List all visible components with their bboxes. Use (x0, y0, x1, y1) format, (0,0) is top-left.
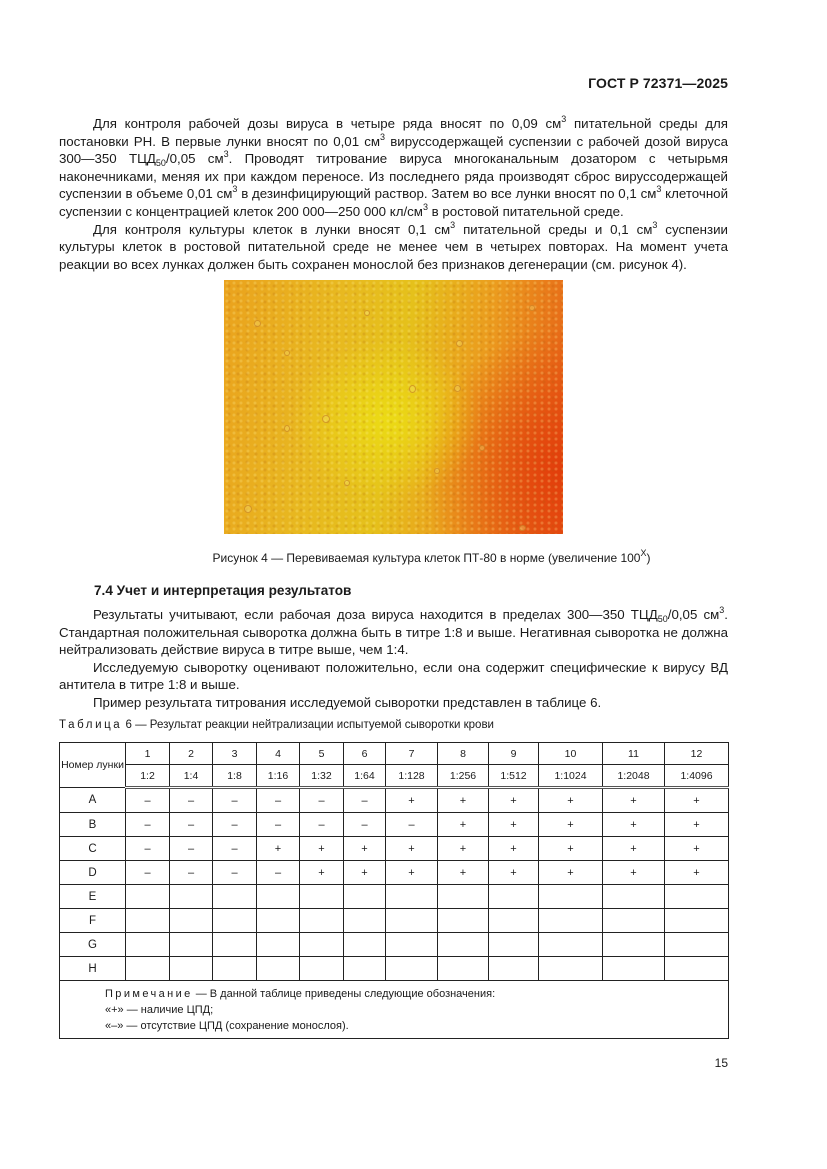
result-cell: + (539, 813, 603, 837)
result-cell: + (489, 861, 539, 885)
dilution-header: 1:1024 (539, 765, 603, 788)
dilution-header: 1:256 (438, 765, 489, 788)
result-cell: – (170, 788, 213, 813)
result-cell: + (489, 788, 539, 813)
column-header: 11 (603, 743, 665, 765)
result-cell: + (665, 861, 729, 885)
paragraph-table-reference: Пример результата титрования исследуемой сыворотки представлен в таблице 6. (93, 694, 602, 710)
result-cell (665, 933, 729, 957)
dilution-header: 1:16 (257, 765, 300, 788)
result-cell (126, 957, 170, 981)
result-cell: + (665, 813, 729, 837)
result-cell: – (170, 837, 213, 861)
result-cell (438, 957, 489, 981)
column-header: 12 (665, 743, 729, 765)
result-cell (213, 957, 257, 981)
result-cell (170, 933, 213, 957)
result-cell (603, 909, 665, 933)
note-line-2: «+» — наличие ЦПД; (105, 1004, 214, 1016)
result-cell (539, 909, 603, 933)
page-number: 15 (714, 1056, 728, 1070)
result-cell: – (257, 788, 300, 813)
result-cell (386, 909, 438, 933)
result-cell: + (344, 837, 386, 861)
result-cell (386, 957, 438, 981)
result-cell: + (438, 861, 489, 885)
column-header: 9 (489, 743, 539, 765)
result-cell: – (126, 813, 170, 837)
result-cell (344, 885, 386, 909)
result-cell (539, 957, 603, 981)
result-cell (170, 885, 213, 909)
row-label: G (60, 933, 126, 957)
cell-speck (456, 340, 463, 347)
intro-text (59, 115, 728, 273)
cell-speck (434, 468, 440, 474)
table-note-row (60, 981, 729, 1039)
result-cell: + (438, 837, 489, 861)
cell-speck (454, 385, 461, 392)
result-cell (213, 933, 257, 957)
result-cell (539, 885, 603, 909)
result-cell (438, 885, 489, 909)
paragraph-positive-evaluation: Исследуемую сыворотку оценивают положительно, если она содержит специфические к вирусу ВД антитела в титре 1:8 и выше. (59, 659, 728, 693)
cell-speck (479, 445, 485, 451)
result-cell (126, 885, 170, 909)
result-cell (603, 933, 665, 957)
result-cell: + (489, 813, 539, 837)
column-header: 5 (300, 743, 344, 765)
column-header: 4 (257, 743, 300, 765)
paragraph-cell-control: Для контроля культуры клеток в лунки вносят 0,1 $см^3$ питательной среды и 0,1 $см^3$ суспензии культуры клеток в ростовой питательной среде не менее чем в четырех повторах. На момент учета реакции во всех лунках должен быть сохранен монослой без признаков дегенерации (см. рисунок 4). (59, 219, 728, 272)
result-cell (489, 909, 539, 933)
result-cell: + (386, 837, 438, 861)
header-row-columns (60, 743, 729, 765)
table-note (60, 981, 729, 1039)
dilution-header: 1:32 (300, 765, 344, 788)
result-cell (170, 957, 213, 981)
result-cell: + (489, 837, 539, 861)
result-cell (489, 885, 539, 909)
result-cell: – (386, 813, 438, 837)
result-cell (257, 885, 300, 909)
row-label: D (60, 861, 126, 885)
dilution-header: 1:512 (489, 765, 539, 788)
result-cell (213, 885, 257, 909)
row-label: H (60, 957, 126, 981)
row-label: B (60, 813, 126, 837)
paragraph-virus-dose-control: Для контроля рабочей дозы вируса в четыре ряда вносят по 0,09 $см^3$ питательной среды для постановки РН. В первые лунки вносят по 0,01 $см^3$ вируссодержащей суспензии с рабочей дозой вируса 300—350 $ТЦД_{50}/0,05$ $см^3$. Проводят титрование вируса многоканальным дозатором с четырьмя наконечниками, меняя их при каждом переносе. Из последнего ряда производят сброс вируссодержащей суспензии в объеме 0,01 $см^3$ в дезинфицирующий раствор. Затем во все лунки вносят по 0,1 $см^3$ клеточной суспензии с концентрацией клеток 200 000—250 000 $кл/см^3$ в ростовой питательной среде. (59, 114, 728, 219)
result-cell: + (665, 788, 729, 813)
result-cell (539, 933, 603, 957)
table-row (60, 861, 729, 885)
result-cell: + (603, 788, 665, 813)
result-cell: + (539, 788, 603, 813)
result-cell (300, 933, 344, 957)
table-row (60, 885, 729, 909)
result-cell: – (213, 837, 257, 861)
section-heading: 7.4 Учет и интерпретация результатов (94, 583, 352, 598)
dilution-header: 1:2048 (603, 765, 665, 788)
result-cell (257, 957, 300, 981)
result-cell: + (300, 837, 344, 861)
cell-speck (322, 415, 330, 423)
cell-culture-micrograph (224, 280, 563, 534)
result-cell (344, 957, 386, 981)
result-cell: + (344, 861, 386, 885)
dilution-header: 1:4 (170, 765, 213, 788)
result-cell: + (300, 861, 344, 885)
result-cell (170, 909, 213, 933)
result-cell: – (257, 861, 300, 885)
note-line-1: Примечание — В данной таблице приведены следующие обозначения: (105, 988, 496, 1000)
result-cell: – (344, 788, 386, 813)
result-cell (300, 957, 344, 981)
cell-speck (244, 505, 252, 513)
table-row (60, 813, 729, 837)
result-cell (386, 933, 438, 957)
result-cell: + (603, 837, 665, 861)
dilution-header: 1:2 (126, 765, 170, 788)
result-cell (603, 957, 665, 981)
result-cell (257, 933, 300, 957)
result-cell (126, 909, 170, 933)
column-header: 3 (213, 743, 257, 765)
result-cell: + (603, 861, 665, 885)
result-cell: – (300, 813, 344, 837)
row-label: A (60, 788, 126, 813)
cell-speck (529, 305, 535, 311)
result-cell: + (539, 861, 603, 885)
dilution-header: 1:128 (386, 765, 438, 788)
table-row (60, 933, 729, 957)
result-cell: – (126, 861, 170, 885)
note-line-3: «–» — отсутствие ЦПД (сохранение монослоя). (105, 1020, 349, 1032)
result-cell (344, 909, 386, 933)
result-cell (438, 933, 489, 957)
cell-speck (364, 310, 370, 316)
result-cell: + (539, 837, 603, 861)
column-header: 7 (386, 743, 438, 765)
table-row (60, 788, 729, 813)
result-cell: – (170, 813, 213, 837)
result-cell: – (257, 813, 300, 837)
result-cell: – (213, 861, 257, 885)
neutralization-results-table (59, 742, 729, 1039)
cell-speck (409, 385, 416, 393)
table-row (60, 957, 729, 981)
paragraph-results-criteria: Результаты учитывают, если рабочая доза вируса находится в пределах 300—350 $ТЦД_{50}/0,05$ $см^3$. Стандартная положительная сыворотка должна быть в титре 1:8 и выше. Негативная сыворотка не должна нейтрализовать действие вируса в титре выше, чем 1:4. (59, 605, 728, 658)
result-cell (300, 885, 344, 909)
table-title: Таблица 6 — Результат реакции нейтрализации испытуемой сыворотки крови (59, 719, 494, 731)
column-header: 6 (344, 743, 386, 765)
result-cell (386, 885, 438, 909)
row-label: F (60, 909, 126, 933)
result-cell (665, 957, 729, 981)
results-text (59, 606, 728, 712)
document-code: ГОСТ Р 72371—2025 (588, 75, 728, 91)
result-cell (257, 909, 300, 933)
result-cell: – (213, 813, 257, 837)
row-label: E (60, 885, 126, 909)
result-cell: – (126, 788, 170, 813)
result-cell: + (665, 837, 729, 861)
column-header: 10 (539, 743, 603, 765)
row-label: C (60, 837, 126, 861)
result-cell: + (257, 837, 300, 861)
column-header: 8 (438, 743, 489, 765)
dilution-header: 1:64 (344, 765, 386, 788)
result-cell: + (603, 813, 665, 837)
result-cell: – (126, 837, 170, 861)
table-row (60, 909, 729, 933)
result-cell: + (386, 861, 438, 885)
result-cell (300, 909, 344, 933)
result-cell (665, 909, 729, 933)
table-row (60, 837, 729, 861)
column-header: 2 (170, 743, 213, 765)
result-cell (344, 933, 386, 957)
cell-speck (284, 350, 290, 356)
result-cell: – (213, 788, 257, 813)
result-cell (489, 957, 539, 981)
result-cell (438, 909, 489, 933)
result-cell: + (438, 788, 489, 813)
cell-speck (344, 480, 350, 486)
result-cell (665, 885, 729, 909)
result-cell: + (386, 788, 438, 813)
result-cell (489, 933, 539, 957)
cell-speck (284, 425, 290, 432)
figure-caption: Рисунок 4 — Перевиваемая культура клеток ПТ-80 в норме (увеличение $100^Х$) (212, 548, 651, 565)
column-header: 1 (126, 743, 170, 765)
dilution-header: 1:4096 (665, 765, 729, 788)
cell-speck (254, 320, 261, 327)
result-cell: – (170, 861, 213, 885)
result-cell (603, 885, 665, 909)
micrograph-texture (224, 280, 563, 534)
cell-speck (519, 525, 526, 531)
result-cell: + (438, 813, 489, 837)
result-cell (126, 933, 170, 957)
result-cell: – (344, 813, 386, 837)
row-header-label: Номер лунки (60, 743, 126, 788)
dilution-header: 1:8 (213, 765, 257, 788)
result-cell (213, 909, 257, 933)
header-row-dilutions (60, 765, 729, 788)
result-cell: – (300, 788, 344, 813)
